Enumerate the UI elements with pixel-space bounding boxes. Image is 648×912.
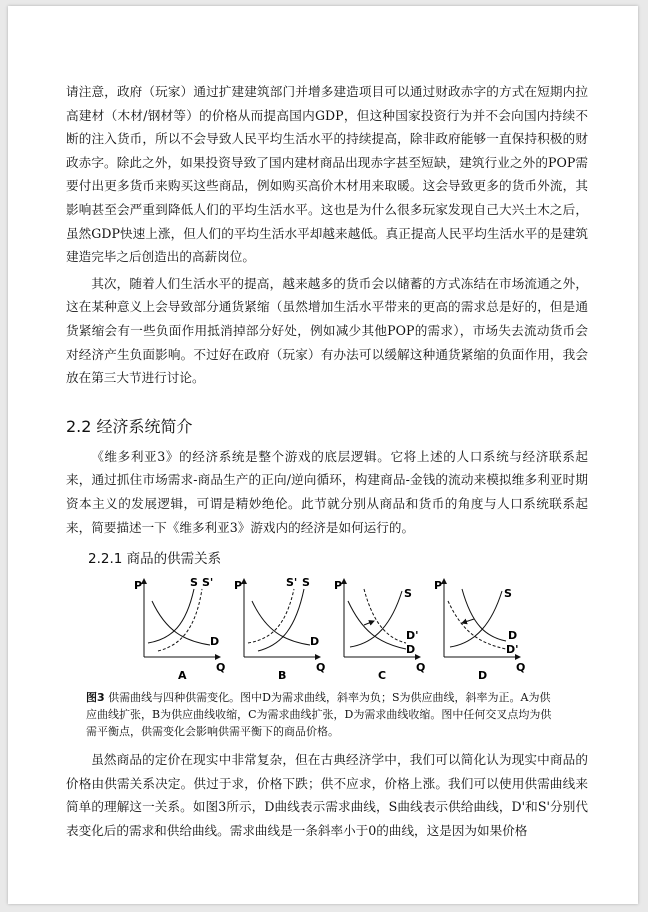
shifted-supply-curve (248, 589, 294, 643)
axis-label-p: P (334, 579, 343, 593)
body-paragraph-bottom: 虽然商品的定价在现实中非常复杂，但在古典经济学中，我们可以简化认为现实中商品的价格由供需关系决定。供过于求，价格下跌；供不应求，价格上涨。我们可以使用供需曲线来简单的理解这一关系。如图3所示，D曲线表示需求曲线，S曲线表示供给曲线，D'和S'分别代表变化后的需求和供给曲线。需求曲线是一条斜率小于0的曲线，这是因为如果价格 (66, 752, 588, 838)
section-intro-paragraph: 《维多利亚3》的经济系统是整个游戏的底层逻辑。它将上述的人口系统与经济联系起来，通过抓住市场需求-商品生产的正向/逆向循环，构建商品-金钱的流动来模拟维多利亚时期资本主义的发展逻辑，可谓是精妙绝伦。此节就分别从商品和货币的角度与人口系统联系起来，简要描述一下《维多利亚3》游戏内的经济是如何运行的。 (66, 448, 588, 535)
panel-label: B (278, 669, 287, 683)
document-page (8, 6, 638, 904)
body-paragraph-1: 请注意，政府（玩家）通过扩建建筑部门并增多建造项目可以通过财政赤字的方式在短期内拉高建材（木材/钢材等）的价格从而提高国内GDP，但这种国家投资行为并不会向国内持续不断的注入货币，所以不会导致人民平均生活水平的持续提高，除非政府能够一直保持积极的财政赤字。除此之外，如果投资导致了国内建材商品出现赤字甚至短缺，建筑行业之外的POP需要付出更多货币来购买这些商品，例如购买高价木材用来取暖。这会导致更多的货币外流，其影响甚至会严重到降低人们的平均生活水平。这也是为什么很多玩家发现自己大兴土木之后，虽然GDP快速上涨，但人们的平均生活水平却越来越低。真正提高人民平均生活水平的是建筑建造完毕之后创造出的高薪岗位。 (66, 84, 588, 265)
curve-label-s-prime: S' (286, 576, 298, 590)
caption-text: 供需曲线与四种供需变化。图中D为需求曲线，斜率为负；S为供应曲线，斜率为正。A为供应曲线扩张，B为供应曲线收缩，C为需求曲线扩张，D为需求曲线收缩。图中任何交叉点均为供需平衡点，供需变化会影响供需平衡下的商品价格。 (86, 691, 552, 739)
curve-label-s: S (404, 587, 412, 601)
axis-label-p: P (434, 579, 443, 593)
curve-label-d: D (310, 635, 320, 649)
body-paragraph-2: 其次，随着人们生活水平的提高，越来越多的货币会以储蓄的方式冻结在市场流通之外，这在某种意义上会导致部分通货紧缩（虽然增加生活水平带来的更高的需求总是好的，但是通货紧缩会有一些负面作用抵消掉部分好处，例如减少其他POP的需求），市场失去流动货币会对经济产生负面影响。不过好在政府（玩家）有办法可以缓解这种通货紧缩的负面作用，我会放在第三大节进行讨论。 (66, 275, 588, 386)
curve-label-d: D (210, 635, 220, 649)
panel-label: A (178, 669, 187, 683)
panel-b (234, 576, 325, 682)
supply-demand-figure (66, 573, 588, 685)
panel-c (334, 579, 425, 682)
shifted-demand-curve (448, 601, 506, 649)
caption-label: 图3 (86, 691, 105, 705)
supply-curve (258, 589, 304, 651)
panel-a (134, 576, 225, 682)
supply-demand-diagram (66, 573, 588, 685)
axis-label-p: P (134, 579, 143, 593)
curve-label-d: D (508, 629, 518, 643)
curve-label-s: S (302, 576, 310, 590)
shift-arrow-icon (462, 619, 474, 623)
supply-curve (148, 589, 194, 643)
panel-label: D (478, 669, 488, 683)
curve-label-s-prime: S' (202, 576, 214, 590)
panel-d (434, 579, 525, 682)
axis-label-q: Q (216, 661, 226, 675)
axis-label-q: Q (316, 661, 326, 675)
shift-arrow-icon (364, 621, 374, 625)
subsection-heading: 2.2.1 商品的供需关系 (88, 551, 222, 568)
curve-label-s: S (190, 576, 198, 590)
page-content (66, 80, 588, 842)
curve-label-d-prime: D' (506, 643, 519, 657)
section-heading: 2.2 经济系统简介 (66, 416, 193, 436)
curve-label-d-prime: D' (406, 629, 419, 643)
demand-curve (348, 601, 406, 649)
figure-caption (66, 689, 558, 740)
panel-label: C (378, 669, 387, 683)
axis-label-p: P (234, 579, 243, 593)
axis-label-q: Q (416, 661, 426, 675)
demand-curve (462, 589, 506, 641)
axis-label-q: Q (516, 661, 526, 675)
curve-label-d: D (406, 643, 416, 657)
curve-label-s: S (504, 587, 512, 601)
